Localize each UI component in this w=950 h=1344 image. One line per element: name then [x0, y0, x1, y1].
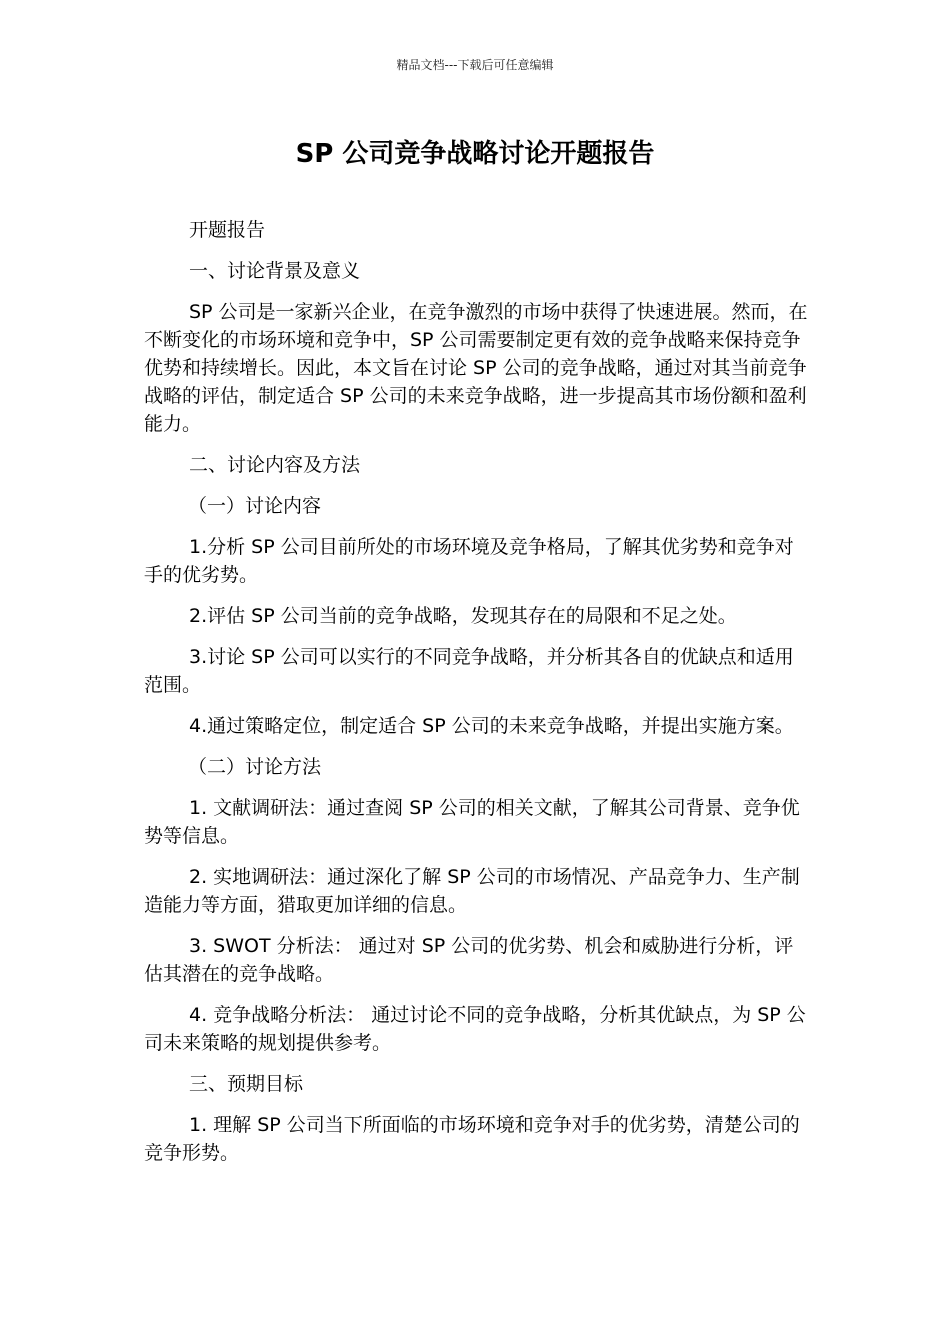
- method-item: 1. 文献调研法：通过查阅 SP 公司的相关文献，了解其公司背景、竞争优势等信息。: [144, 797, 800, 847]
- content-item: 2.评估 SP 公司当前的竞争战略，发现其存在的局限和不足之处。: [189, 605, 737, 627]
- goal-item: 1. 理解 SP 公司当下所面临的市场环境和竞争对手的优劣势，清楚公司的竞争形势。: [144, 1114, 800, 1164]
- content-item: 3.讨论 SP 公司可以实行的不同竞争战略，并分析其各自的优缺点和适用范围。: [144, 646, 794, 696]
- section-heading-background: 一、讨论背景及意义: [189, 260, 361, 282]
- section-heading-content-method: 二、讨论内容及方法: [189, 454, 361, 476]
- section-label: 开题报告: [189, 219, 266, 241]
- subheading-method: （二）讨论方法: [188, 756, 322, 778]
- background-paragraph: SP 公司是一家新兴企业，在竞争激烈的市场中获得了快速进展。然而，在不断变化的市场环境和竞争中，SP 公司需要制定更有效的竞争战略来保持竞争优势和持续增长。因此，本文旨在讨论 SP 公司的竞争战略，通过对其当前竞争战略的评估，制定适合 SP 公司的未来竞争战略，进一步提高其市场份额和盈利能力。: [144, 301, 808, 435]
- section-heading-goals: 三、预期目标: [189, 1073, 304, 1095]
- content-item: 1.分析 SP 公司目前所处的市场环境及竞争格局，了解其优劣势和竞争对手的优劣势。: [144, 536, 794, 586]
- page-header: 精品文档---下载后可任意编辑: [396, 58, 554, 72]
- content-item: 4.通过策略定位，制定适合 SP 公司的未来竞争战略，并提出实施方案。: [189, 715, 794, 737]
- subheading-content: （一）讨论内容: [188, 495, 322, 517]
- method-item: 3. SWOT 分析法： 通过对 SP 公司的优劣势、机会和威胁进行分析，评估其潜在的竞争战略。: [144, 935, 794, 985]
- document-title: SP 公司竞争战略讨论开题报告: [295, 139, 655, 169]
- method-item: 4. 竞争战略分析法： 通过讨论不同的竞争战略，分析其优缺点，为 SP 公司未来策略的规划提供参考。: [144, 1004, 806, 1054]
- document-body: [144, 216, 808, 1180]
- method-item: 2. 实地调研法：通过深化了解 SP 公司的市场情况、产品竞争力、生产制造能力等方面，猎取更加详细的信息。: [144, 866, 800, 916]
